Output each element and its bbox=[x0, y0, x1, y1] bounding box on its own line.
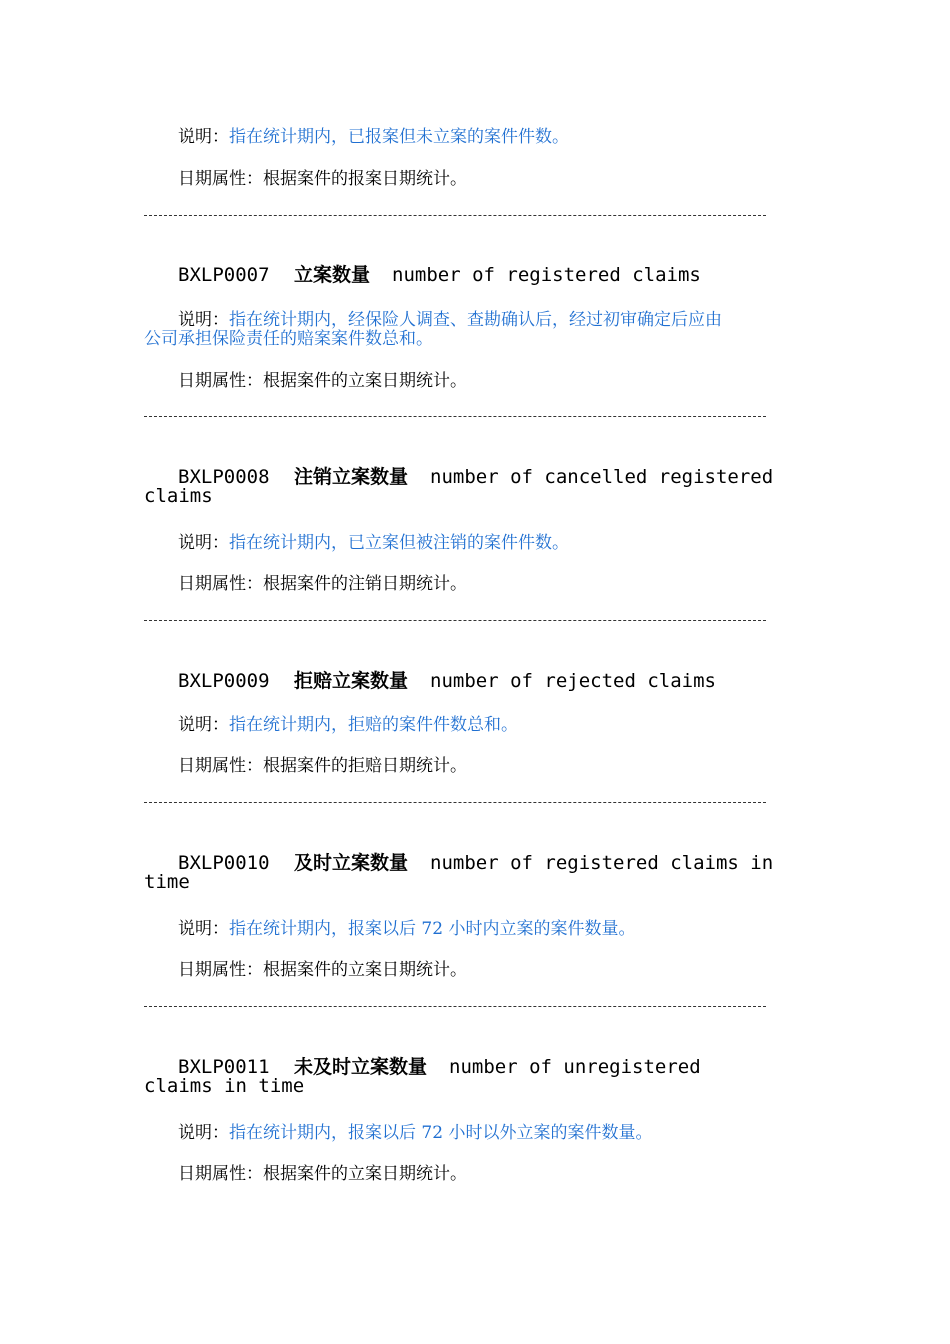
entry-en-name: number of cancelled registered bbox=[430, 466, 774, 488]
entry-description bbox=[178, 528, 569, 553]
entry-description bbox=[178, 1118, 652, 1143]
desc-label: 说明： bbox=[178, 310, 229, 330]
date-label: 日期属性： bbox=[178, 1164, 263, 1184]
desc-label: 说明： bbox=[178, 1123, 229, 1143]
entry-date-attribute bbox=[178, 366, 467, 391]
desc-label: 说明： bbox=[178, 919, 229, 939]
entry-code: BXLP0010 bbox=[178, 852, 270, 874]
desc-label: 说明： bbox=[178, 533, 229, 553]
entry-date-attribute bbox=[178, 751, 467, 776]
date-text: 根据案件的拒赔日期统计。 bbox=[263, 756, 467, 776]
intro-description bbox=[178, 122, 569, 147]
entry-title bbox=[178, 666, 716, 693]
date-text: 根据案件的报案日期统计。 bbox=[263, 169, 467, 189]
entry-cn-name: 注销立案数量 bbox=[294, 466, 409, 488]
entry-en-name-cont: claims in time bbox=[144, 1075, 305, 1097]
entry-date-attribute bbox=[178, 1159, 467, 1184]
entry-en-name-cont: time bbox=[144, 871, 190, 893]
desc-text: 指在统计期内，报案以后 72 小时以外立案的案件数量。 bbox=[229, 1123, 653, 1143]
desc-text: 指在统计期内，报案以后 72 小时内立案的案件数量。 bbox=[229, 919, 636, 939]
desc-label: 说明： bbox=[178, 715, 229, 735]
entry-en-name: number of registered claims in bbox=[430, 852, 774, 874]
separator bbox=[144, 215, 766, 216]
entry-title bbox=[178, 462, 773, 489]
entry-description bbox=[178, 710, 518, 735]
separator bbox=[144, 1006, 766, 1007]
entry-date-attribute bbox=[178, 569, 467, 594]
separator bbox=[144, 620, 766, 621]
date-label: 日期属性： bbox=[178, 169, 263, 189]
date-label: 日期属性： bbox=[178, 960, 263, 980]
entry-cn-name: 拒赔立案数量 bbox=[294, 670, 409, 692]
desc-text: 指在统计期内，已立案但被注销的案件件数。 bbox=[229, 533, 569, 553]
entry-cn-name: 及时立案数量 bbox=[294, 852, 409, 874]
date-text: 根据案件的立案日期统计。 bbox=[263, 960, 467, 980]
entry-description bbox=[178, 914, 635, 939]
entry-en-name: number of registered claims bbox=[392, 264, 701, 286]
entry-code: BXLP0011 bbox=[178, 1056, 270, 1078]
desc-text: 指在统计期内，经保险人调查、查勘确认后，经过初审确定后应由 bbox=[229, 310, 722, 330]
entry-en-name-cont: claims bbox=[144, 485, 213, 507]
entry-code: BXLP0009 bbox=[178, 670, 270, 692]
separator bbox=[144, 416, 766, 417]
intro-date-attribute bbox=[178, 164, 467, 189]
entry-en-name: number of rejected claims bbox=[430, 670, 716, 692]
date-text: 根据案件的立案日期统计。 bbox=[263, 1164, 467, 1184]
entry-description-cont: 公司承担保险责任的赔案案件数总和。 bbox=[144, 329, 433, 349]
desc-text: 指在统计期内，拒赔的案件件数总和。 bbox=[229, 715, 518, 735]
entry-code: BXLP0008 bbox=[178, 466, 270, 488]
date-text: 根据案件的立案日期统计。 bbox=[263, 371, 467, 391]
entry-en-name: number of unregistered bbox=[449, 1056, 701, 1078]
entry-cn-name: 立案数量 bbox=[294, 264, 371, 286]
date-text: 根据案件的注销日期统计。 bbox=[263, 574, 467, 594]
date-label: 日期属性： bbox=[178, 574, 263, 594]
desc-label: 说明： bbox=[178, 127, 229, 147]
date-label: 日期属性： bbox=[178, 371, 263, 391]
desc-text: 指在统计期内，已报案但未立案的案件件数。 bbox=[229, 127, 569, 147]
entry-title bbox=[178, 260, 701, 287]
separator bbox=[144, 802, 766, 803]
entry-code: BXLP0007 bbox=[178, 264, 270, 286]
entry-title bbox=[178, 848, 773, 875]
entry-date-attribute bbox=[178, 955, 467, 980]
entry-cn-name: 未及时立案数量 bbox=[294, 1056, 428, 1078]
date-label: 日期属性： bbox=[178, 756, 263, 776]
